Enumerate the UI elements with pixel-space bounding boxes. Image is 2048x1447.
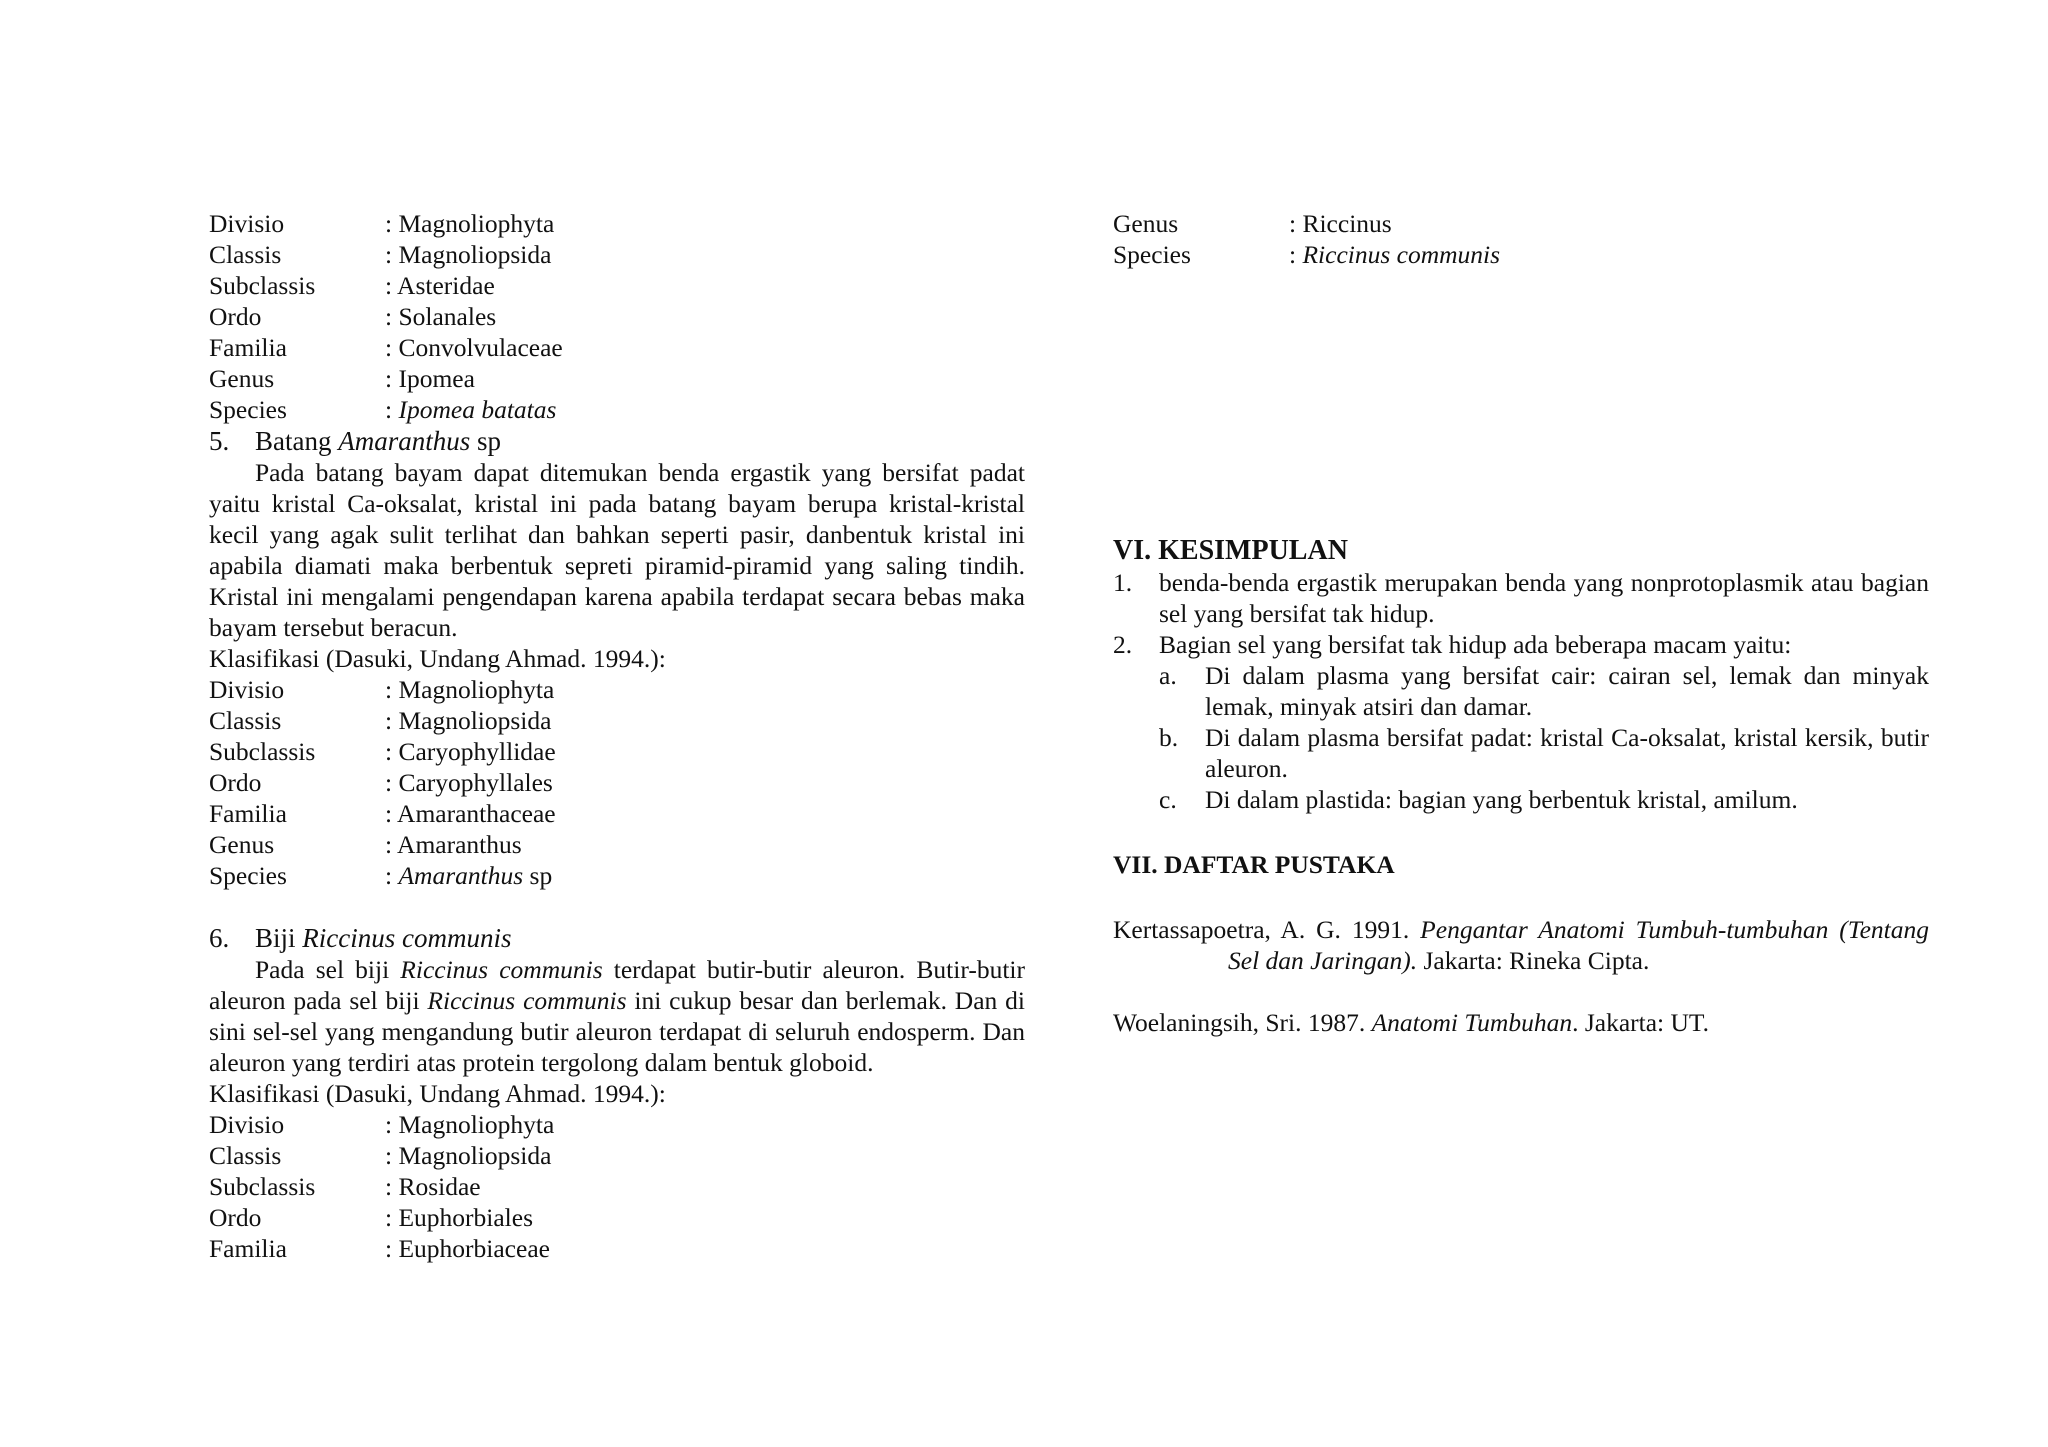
taxonomy-row: Ordo : Solanales — [209, 302, 497, 331]
taxonomy-row: Species : Amaranthus sp — [209, 861, 553, 890]
paragraph-riccinus: Pada sel biji Riccinus communis terdapat butir-butir aleuron. Butir-butir aleuron pada sel biji Riccinus communis ini cukup besar dan berlemak. Dan di sini sel-sel yang mengandung butir aleuron terdapat di seluruh endosperm. Dan aleuron yang terdiri atas protein tergolong dalam bentuk globoid. — [209, 955, 1025, 1077]
taxonomy-row: Classis : Magnoliopsida — [209, 1141, 552, 1170]
taxonomy-table-riccinus-cont — [1113, 208, 1929, 270]
taxonomy-row: Species : Ipomea batatas — [209, 395, 557, 424]
section-heading-riccinus: 6. Biji Riccinus communis — [209, 923, 512, 953]
taxonomy-row: Familia : Euphorbiaceae — [209, 1234, 550, 1263]
reference-entry: Woelaningsih, Sri. 1987. Anatomi Tumbuhan. Jakarta: UT. — [1113, 1008, 1709, 1037]
klasifikasi-label: Klasifikasi (Dasuki, Undang Ahmad. 1994.): — [209, 1079, 666, 1108]
list-item: a. Di dalam plasma yang bersifat cair: cairan sel, lemak dan minyak lemak, minyak atsiri dan damar. — [1159, 661, 1929, 721]
taxonomy-row: Classis : Magnoliopsida — [209, 240, 552, 269]
taxonomy-row: Familia : Amaranthaceae — [209, 799, 556, 828]
taxonomy-row: Divisio : Magnoliophyta — [209, 1110, 555, 1139]
taxonomy-row: Ordo : Euphorbiales — [209, 1203, 534, 1232]
right-column — [1113, 208, 1929, 1038]
taxonomy-table-amaranthus — [209, 674, 1025, 891]
section-heading-amaranthus: 5. Batang Amaranthus sp — [209, 426, 502, 456]
taxonomy-table-ipomea — [209, 208, 1025, 425]
list-item: 1. benda-benda ergastik merupakan benda yang nonprotoplasmik atau bagian sel yang bersifat tak hidup. — [1113, 568, 1929, 628]
taxonomy-row: Familia : Convolvulaceae — [209, 333, 563, 362]
paragraph-amaranthus: Pada batang bayam dapat ditemukan benda ergastik yang bersifat padat yaitu kristal Ca-oksalat, kristal ini pada batang bayam berupa kristal-kristal kecil yang agak sulit terlihat dan bahkan seperti pasir, danbentuk kristal ini apabila diamati maka berbentuk sepreti piramid-piramid yang saling tindih. Kristal ini mengalami pengendapan karena apabila terdapat secara bebas maka bayam tersebut beracun. — [209, 458, 1025, 642]
taxonomy-row: Divisio : Magnoliophyta — [209, 675, 555, 704]
list-item: c. Di dalam plastida: bagian yang berbentuk kristal, amilum. — [1159, 785, 1798, 814]
taxonomy-row: Subclassis : Rosidae — [209, 1172, 481, 1201]
taxonomy-table-riccinus — [209, 1109, 1025, 1264]
heading-kesimpulan: VI. KESIMPULAN — [1113, 535, 1348, 566]
left-column — [209, 208, 1025, 1264]
kesimpulan-list — [1113, 567, 1929, 815]
klasifikasi-label: Klasifikasi (Dasuki, Undang Ahmad. 1994.): — [209, 644, 666, 673]
heading-daftar-pustaka: VII. DAFTAR PUSTAKA — [1113, 850, 1395, 879]
taxonomy-row: Subclassis : Caryophyllidae — [209, 737, 556, 766]
taxonomy-row: Classis : Magnoliopsida — [209, 706, 552, 735]
taxonomy-row: Divisio : Magnoliophyta — [209, 209, 555, 238]
taxonomy-row: Species : Riccinus communis — [1113, 240, 1501, 269]
taxonomy-row: Genus : Ipomea — [209, 364, 475, 393]
taxonomy-row: Subclassis : Asteridae — [209, 271, 495, 300]
list-item: 2. Bagian sel yang bersifat tak hidup ada beberapa macam yaitu: — [1113, 630, 1792, 659]
taxonomy-row: Genus : Riccinus — [1113, 209, 1392, 238]
reference-entry: Kertassapoetra, A. G. 1991. Pengantar Anatomi Tumbuh-tumbuhan (Tentang Sel dan Jaringan). Jakarta: Rineka Cipta. — [1113, 915, 1929, 975]
taxonomy-row: Ordo : Caryophyllales — [209, 768, 553, 797]
list-item: b. Di dalam plasma bersifat padat: kristal Ca-oksalat, kristal kersik, butir aleuron. — [1159, 723, 1929, 783]
taxonomy-row: Genus : Amaranthus — [209, 830, 522, 859]
kesimpulan-sublist — [1159, 660, 1929, 815]
